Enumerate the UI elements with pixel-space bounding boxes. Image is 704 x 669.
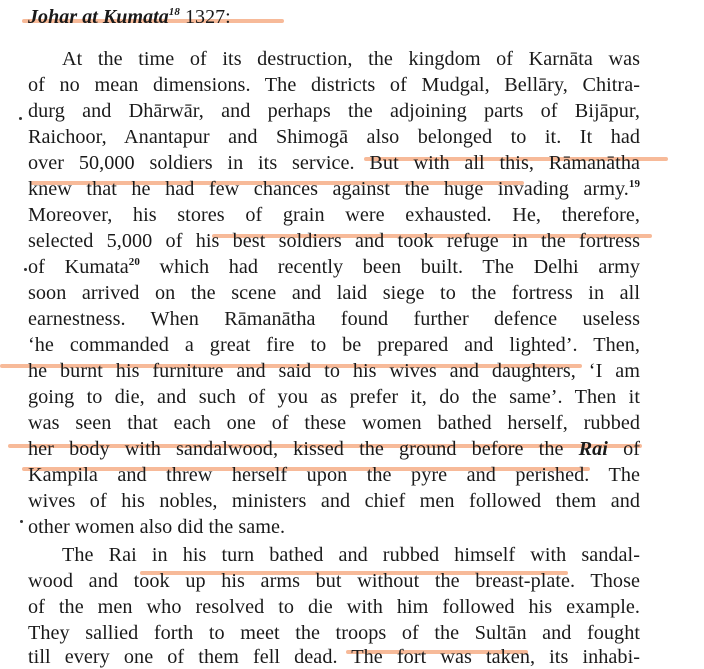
line-text: of Kumata [28, 256, 129, 278]
paragraph-line: ‘he commanded a great fire to be prepared and lighted’. Then, [28, 334, 640, 356]
paragraph-line: Kampila and threw herself upon the pyre and perished. The [28, 464, 640, 486]
paragraph-line: earnestness. When Rāmanātha found further defence useless [28, 308, 640, 330]
paragraph-line [28, 177, 640, 201]
footnote-ref: 18 [168, 6, 180, 18]
paragraph-line: wood and took up his arms but without the breast-plate. Those [28, 570, 640, 592]
heading-year: 1327: [184, 6, 231, 28]
paragraph-line: wives of his nobles, ministers and chief men followed them and [28, 490, 640, 512]
margin-mark [19, 117, 22, 120]
line-text: of [607, 438, 641, 460]
heading-title: Johar at Kumata [28, 6, 169, 28]
paragraph-line: going to die, and such of you as prefer it, do the same’. Then it [28, 386, 640, 408]
paragraph-line [28, 255, 640, 279]
paragraph-line: durg and Dhārwār, and perhaps the adjoining parts of Bijāpur, [28, 100, 640, 122]
paragraph-line: of no mean dimensions. The districts of Mudgal, Bellāry, Chitra- [28, 74, 640, 96]
paragraph-line: They sallied forth to meet the troops of the Sultān and fought [28, 622, 640, 644]
line-text: knew that he had few chances against the huge invading army. [28, 178, 629, 200]
paragraph-line: soon arrived on the scene and laid siege to the fortress in all [28, 282, 640, 304]
footnote-ref: 20 [128, 256, 140, 268]
line-text: which had recently been built. The Delhi army [139, 256, 641, 278]
section-heading [28, 5, 231, 29]
paragraph-line: till every one of them fell dead. The fort was taken, its inhabi- [28, 646, 640, 668]
paragraph-line: over 50,000 soldiers in its service. But with all this, Rāmanātha [28, 152, 640, 174]
paragraph-line: The Rai in his turn bathed and rubbed himself with sandal- [62, 544, 640, 566]
paragraph-line: of the men who resolved to die with him followed his example. [28, 596, 640, 618]
paragraph-line: At the time of its destruction, the kingdom of Karnāta was [62, 48, 640, 70]
italic-term: Rai [578, 438, 608, 460]
paragraph-line: selected 5,000 of his best soldiers and took refuge in the fortress [28, 230, 640, 252]
margin-mark [24, 268, 27, 271]
line-text: her body with sandalwood, kissed the ground before the [28, 438, 579, 460]
footnote-ref: 19 [628, 178, 640, 190]
paragraph-line: was seen that each one of these women bathed herself, rubbed [28, 412, 640, 434]
paragraph-line: Moreover, his stores of grain were exhausted. He, therefore, [28, 204, 640, 226]
paragraph-line [28, 437, 640, 461]
paragraph-line: Raichoor, Anantapur and Shimogā also belonged to it. It had [28, 126, 640, 148]
margin-mark [20, 520, 23, 523]
paragraph-line: other women also did the same. [28, 516, 286, 538]
paragraph-line: he burnt his furniture and said to his wives and daughters, ‘I am [28, 360, 640, 382]
